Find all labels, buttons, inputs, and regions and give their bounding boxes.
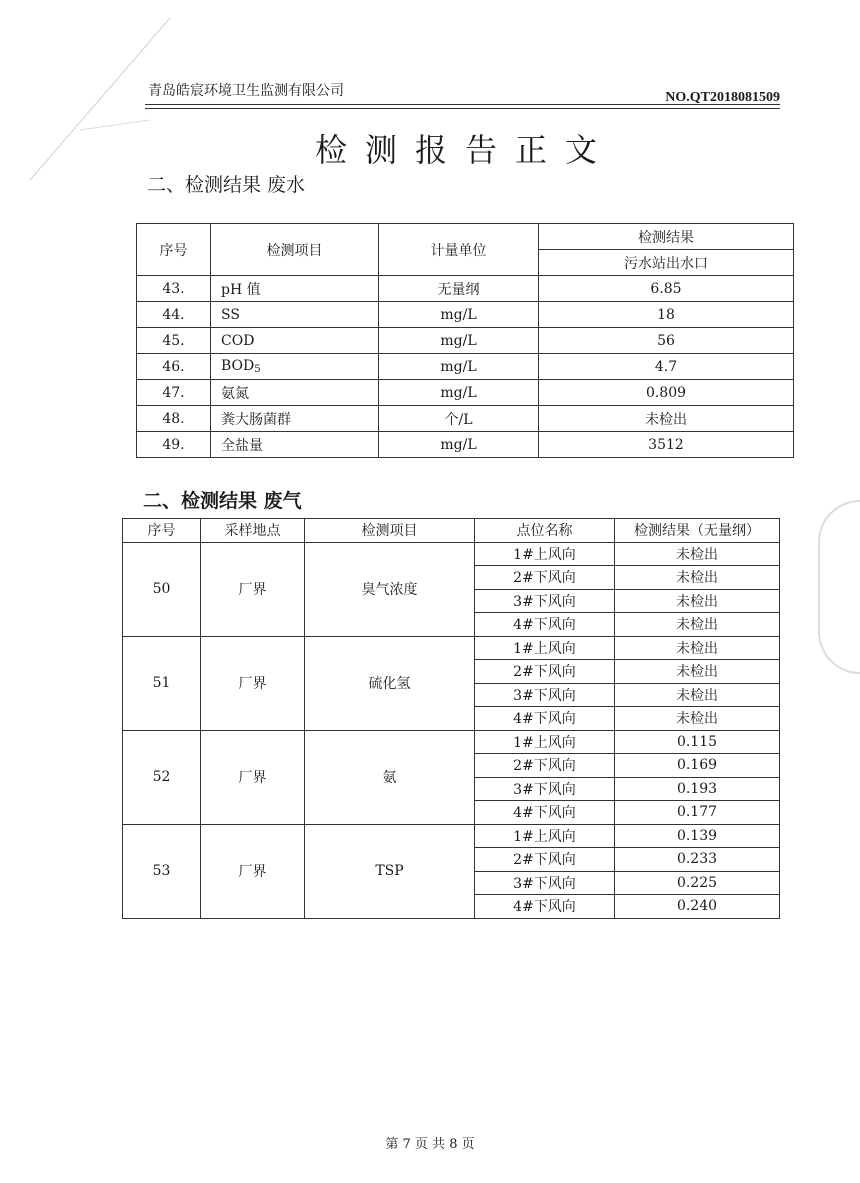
header-seq: 序号 bbox=[123, 519, 201, 543]
cell-unit: mg/L bbox=[379, 380, 539, 406]
cell-unit: mg/L bbox=[379, 354, 539, 380]
cell-point: 1#上风向 bbox=[475, 824, 615, 848]
cell-value: 0.240 bbox=[615, 895, 780, 919]
cell-value: 0.809 bbox=[539, 380, 794, 406]
cell-unit: mg/L bbox=[379, 432, 539, 458]
cell-item-text: 粪大肠菌群 bbox=[221, 411, 291, 428]
cell-value: 未检出 bbox=[615, 589, 780, 613]
exhaust-gas-table bbox=[122, 518, 780, 919]
table-row bbox=[123, 824, 780, 848]
table-row bbox=[123, 542, 780, 566]
header-item: 检测项目 bbox=[211, 224, 379, 276]
header-rule bbox=[145, 104, 780, 105]
table-row bbox=[137, 328, 794, 354]
cell-item-text: BOD bbox=[221, 358, 255, 374]
cell-point: 3#下风向 bbox=[475, 871, 615, 895]
cell-seq: 44. bbox=[137, 302, 211, 328]
header-seq: 序号 bbox=[137, 224, 211, 276]
cell-item bbox=[211, 302, 379, 328]
cell-value: 未检出 bbox=[539, 406, 794, 432]
header-site: 采样地点 bbox=[201, 519, 305, 543]
page-title: 检测报告正文 bbox=[314, 131, 615, 169]
table-row bbox=[137, 406, 794, 432]
table-row bbox=[123, 730, 780, 754]
cell-seq: 49. bbox=[137, 432, 211, 458]
cell-item: 臭气浓度 bbox=[305, 542, 475, 636]
section-exhaust-title: 二、检测结果 废气 bbox=[143, 490, 302, 512]
cell-value: 0.139 bbox=[615, 824, 780, 848]
cell-item-text: pH 值 bbox=[221, 281, 261, 298]
table-row bbox=[137, 432, 794, 458]
cell-value: 0.169 bbox=[615, 754, 780, 778]
cell-item: 氨 bbox=[305, 730, 475, 824]
cell-point: 2#下风向 bbox=[475, 660, 615, 684]
table-row bbox=[137, 276, 794, 302]
cell-point: 3#下风向 bbox=[475, 777, 615, 801]
cell-item bbox=[211, 354, 379, 380]
table-row bbox=[137, 380, 794, 406]
cell-item-text: SS bbox=[221, 306, 240, 323]
cell-item: 硫化氢 bbox=[305, 636, 475, 730]
cell-item: TSP bbox=[305, 824, 475, 918]
header-point: 点位名称 bbox=[475, 519, 615, 543]
page-footer: 第 7 页 共 8 页 bbox=[385, 1137, 475, 1152]
section-wastewater-title: 二、检测结果 废水 bbox=[147, 174, 306, 196]
cell-value: 4.7 bbox=[539, 354, 794, 380]
cell-point: 1#上风向 bbox=[475, 730, 615, 754]
report-number: NO.QT2018081509 bbox=[665, 90, 780, 105]
cell-value: 0.115 bbox=[615, 730, 780, 754]
seal-stamp-edge bbox=[818, 500, 860, 674]
cell-unit: 无量纲 bbox=[379, 276, 539, 302]
cell-item bbox=[211, 328, 379, 354]
cell-seq: 51 bbox=[123, 636, 201, 730]
cell-item bbox=[211, 276, 379, 302]
cell-seq: 45. bbox=[137, 328, 211, 354]
cell-point: 2#下风向 bbox=[475, 848, 615, 872]
cell-value: 未检出 bbox=[615, 707, 780, 731]
cell-point: 4#下风向 bbox=[475, 707, 615, 731]
cell-seq: 52 bbox=[123, 730, 201, 824]
cell-value: 未检出 bbox=[615, 542, 780, 566]
cell-item-text: COD bbox=[221, 332, 255, 349]
cell-item-subscript: 5 bbox=[254, 364, 261, 375]
cell-point: 4#下风向 bbox=[475, 895, 615, 919]
cell-item-text: 全盐量 bbox=[221, 437, 263, 454]
cell-value: 未检出 bbox=[615, 566, 780, 590]
cell-value: 0.225 bbox=[615, 871, 780, 895]
cell-value: 0.177 bbox=[615, 801, 780, 825]
cell-seq: 47. bbox=[137, 380, 211, 406]
cell-site: 厂界 bbox=[201, 824, 305, 918]
cell-site: 厂界 bbox=[201, 542, 305, 636]
cell-seq: 48. bbox=[137, 406, 211, 432]
cell-unit: mg/L bbox=[379, 328, 539, 354]
cell-point: 3#下风向 bbox=[475, 589, 615, 613]
cell-value: 18 bbox=[539, 302, 794, 328]
cell-value: 未检出 bbox=[615, 683, 780, 707]
table-header-row bbox=[123, 519, 780, 543]
header-unit: 计量单位 bbox=[379, 224, 539, 276]
cell-value: 56 bbox=[539, 328, 794, 354]
cell-unit: mg/L bbox=[379, 302, 539, 328]
header-point: 污水站出水口 bbox=[539, 250, 794, 276]
cell-value: 3512 bbox=[539, 432, 794, 458]
wastewater-table bbox=[136, 223, 794, 458]
cell-value: 未检出 bbox=[615, 613, 780, 637]
cell-value: 0.193 bbox=[615, 777, 780, 801]
cell-value: 0.233 bbox=[615, 848, 780, 872]
table-row bbox=[137, 354, 794, 380]
cell-point: 2#下风向 bbox=[475, 754, 615, 778]
cell-value: 6.85 bbox=[539, 276, 794, 302]
cell-point: 2#下风向 bbox=[475, 566, 615, 590]
cell-seq: 50 bbox=[123, 542, 201, 636]
cell-item-text: 氨氮 bbox=[221, 385, 249, 402]
cell-seq: 43. bbox=[137, 276, 211, 302]
cell-point: 3#下风向 bbox=[475, 683, 615, 707]
table-row bbox=[123, 636, 780, 660]
header-result: 检测结果（无量纲） bbox=[615, 519, 780, 543]
cell-value: 未检出 bbox=[615, 636, 780, 660]
cell-item bbox=[211, 432, 379, 458]
cell-item bbox=[211, 380, 379, 406]
cell-point: 1#上风向 bbox=[475, 636, 615, 660]
table-header-row bbox=[137, 224, 794, 250]
company-name: 青岛皓宸环境卫生监测有限公司 bbox=[148, 83, 344, 99]
cell-seq: 46. bbox=[137, 354, 211, 380]
cell-point: 4#下风向 bbox=[475, 801, 615, 825]
cell-seq: 53 bbox=[123, 824, 201, 918]
cell-site: 厂界 bbox=[201, 730, 305, 824]
cell-point: 4#下风向 bbox=[475, 613, 615, 637]
header-item: 检测项目 bbox=[305, 519, 475, 543]
cell-value: 未检出 bbox=[615, 660, 780, 684]
cell-point: 1#上风向 bbox=[475, 542, 615, 566]
cell-unit: 个/L bbox=[379, 406, 539, 432]
cell-site: 厂界 bbox=[201, 636, 305, 730]
header-result: 检测结果 bbox=[539, 224, 794, 250]
table-row bbox=[137, 302, 794, 328]
cell-item bbox=[211, 406, 379, 432]
header-rule-double bbox=[145, 108, 780, 109]
